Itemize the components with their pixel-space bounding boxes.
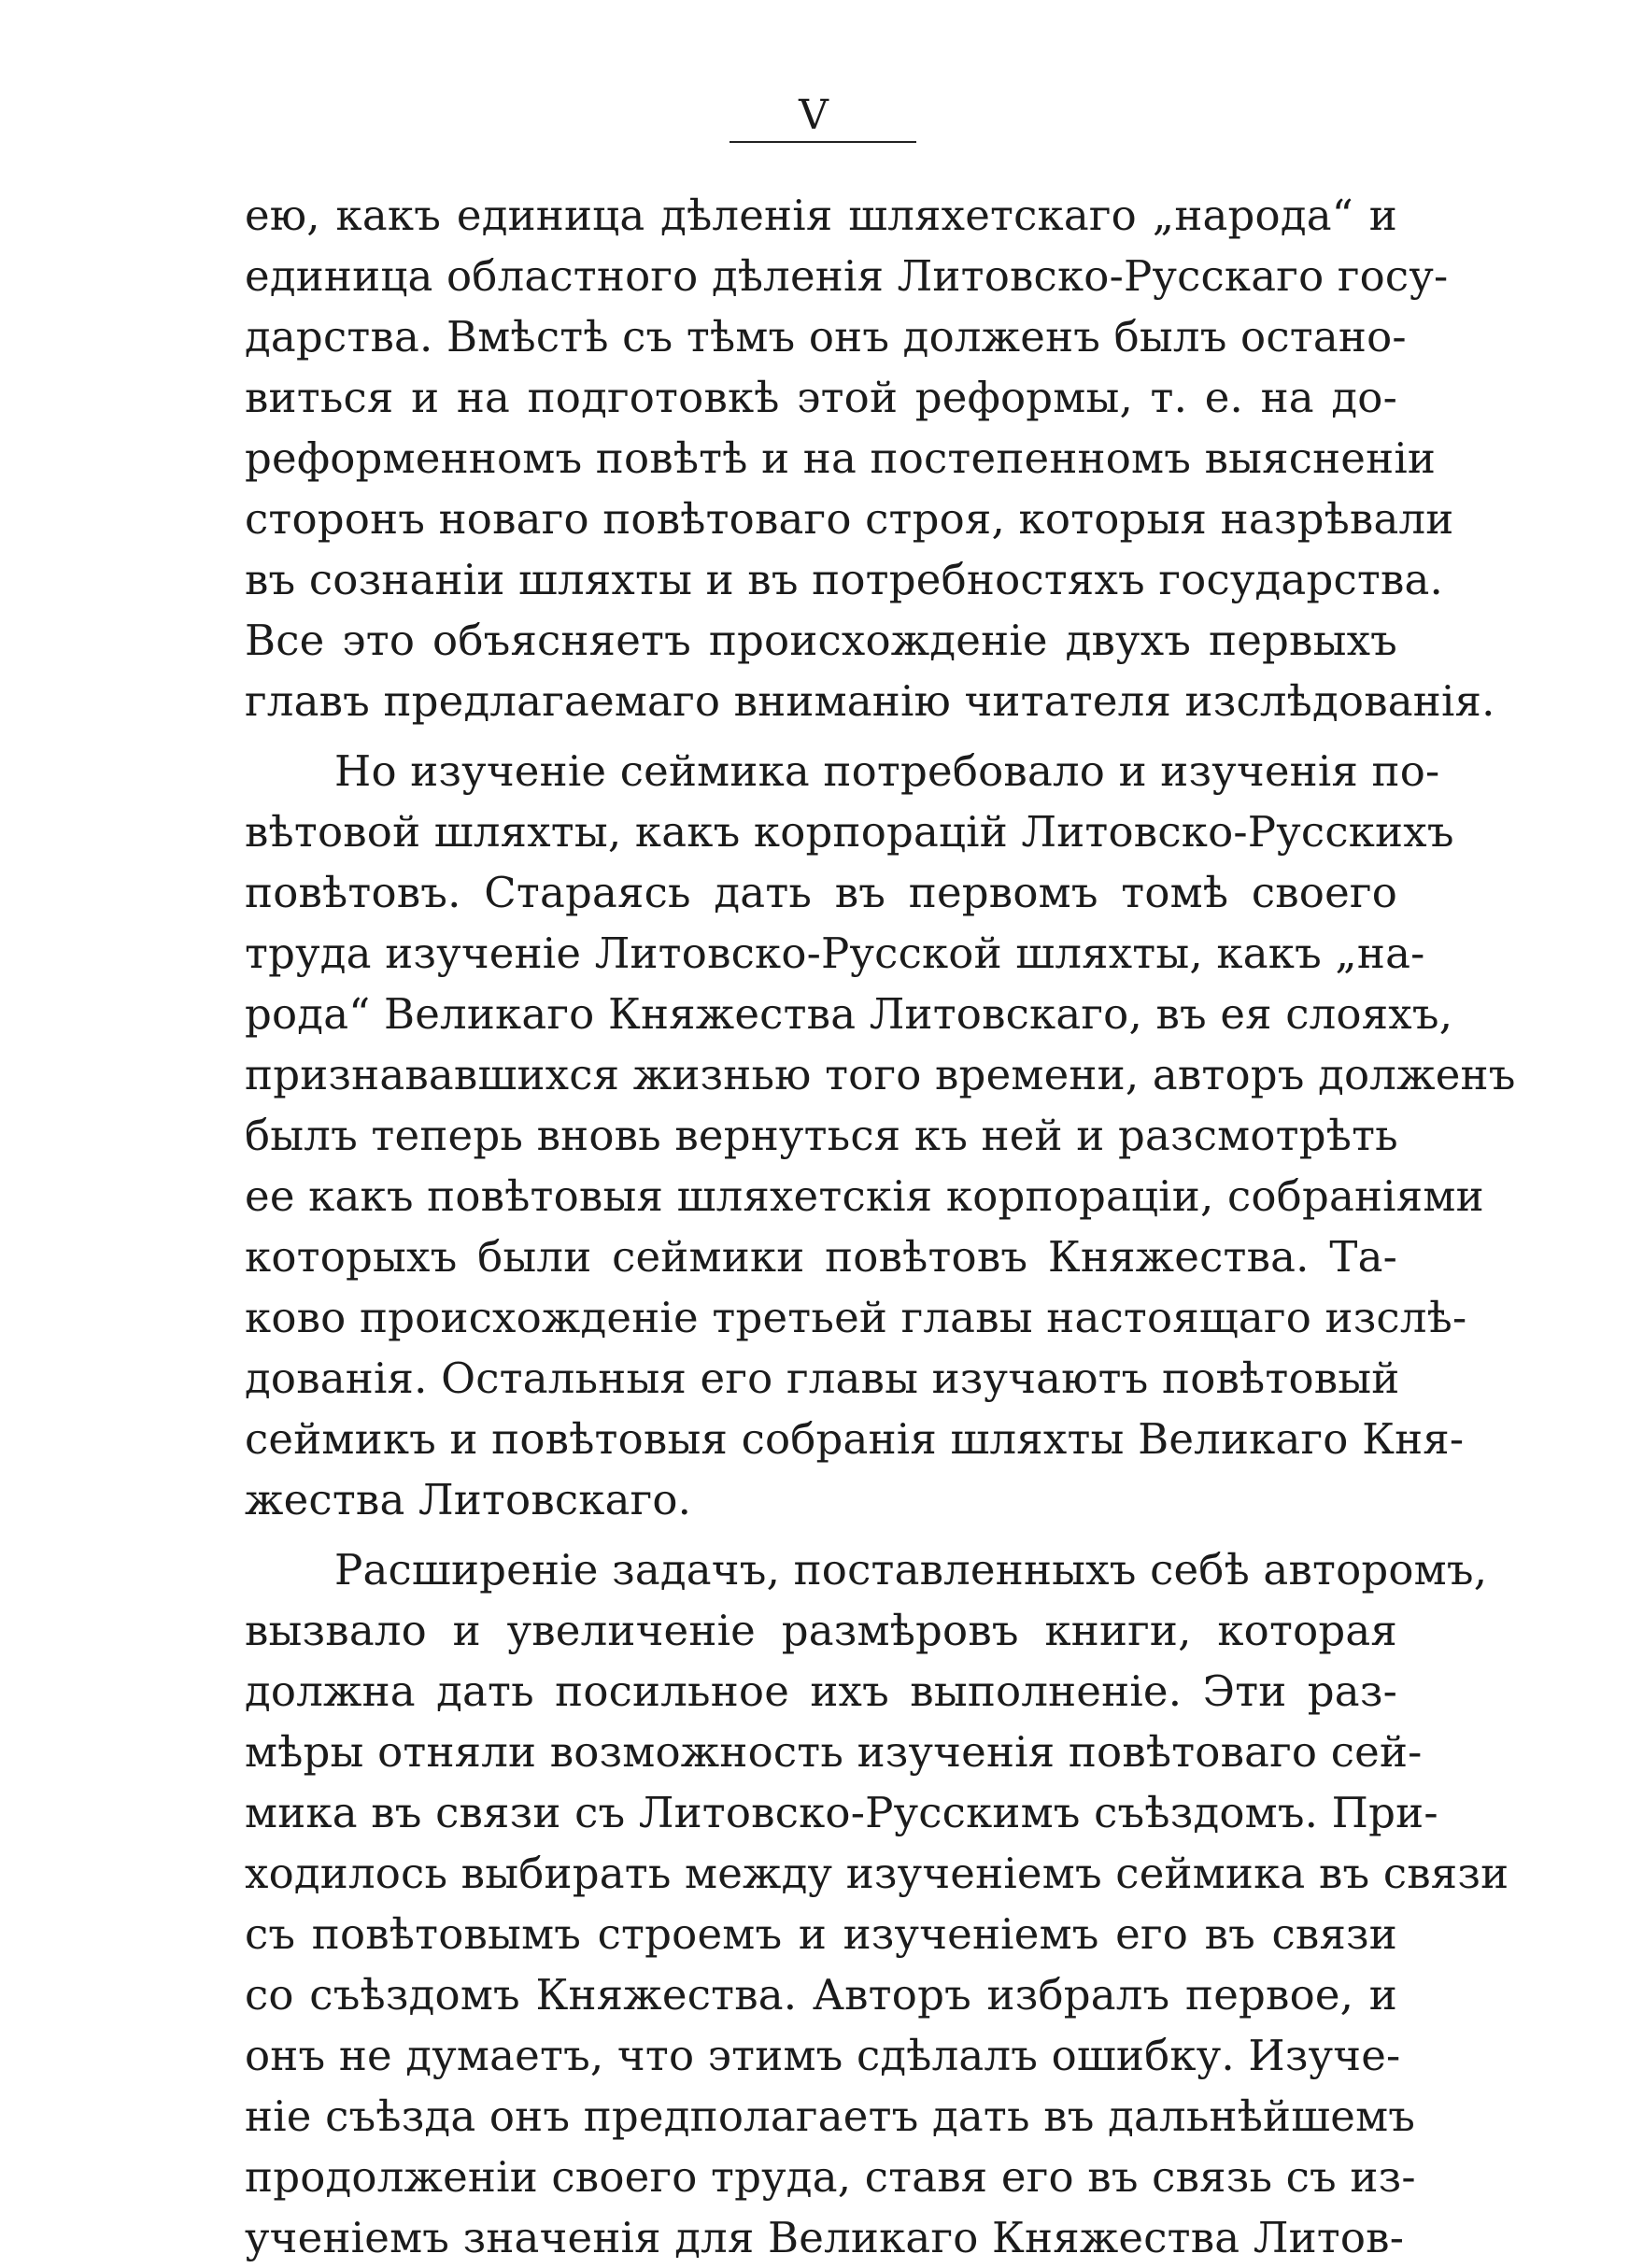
- text-line: дованія. Остальныя его главы изучаютъ повѣтовый: [245, 1354, 1400, 1403]
- header-rule: [730, 141, 916, 143]
- text-line: мѣры отняли возможность изученія повѣтоваго сей-: [245, 1727, 1423, 1777]
- text-line: виться и на подготовкѣ этой реформы, т. е. на до-: [245, 373, 1397, 422]
- text-line: признававшихся жизнью того времени, авторъ долженъ: [245, 1050, 1516, 1099]
- text-line: труда изученіе Литовско-Русской шляхты, какъ „на-: [245, 928, 1425, 978]
- text-line: Все это объясняетъ происхожденіе двухъ первыхъ: [245, 616, 1397, 665]
- text-line: Но изученіе сеймика потребовало и изученія по-: [334, 746, 1440, 796]
- text-line: вѣтовой шляхты, какъ корпорацій Литовско-Русскихъ: [245, 807, 1454, 857]
- text-line: въ сознаніи шляхты и въ потребностяхъ государства.: [245, 555, 1444, 604]
- paragraph-3: [245, 1539, 1509, 2268]
- text-line: ее какъ повѣтовыя шляхетскія корпораціи, собраніями: [245, 1171, 1484, 1221]
- text-line: реформенномъ повѣтѣ и на постепенномъ выясненіи: [245, 433, 1437, 483]
- text-line: единица областного дѣленія Литовско-Русскаго госу-: [245, 251, 1449, 301]
- text-line: вызвало и увеличеніе размѣровъ книги, которая: [245, 1606, 1397, 1655]
- paragraph-gap: [245, 731, 1397, 741]
- text-line: ніе съѣзда онъ предполагаетъ дать въ дальнѣйшемъ: [245, 2091, 1416, 2141]
- text-line: продолженіи своего труда, ставя его въ связь съ из-: [245, 2152, 1416, 2202]
- text-line: съ повѣтовымъ строемъ и изученіемъ его въ связи: [245, 1909, 1397, 1959]
- text-line: главъ предлагаемаго вниманію читателя изслѣдованія.: [245, 676, 1495, 726]
- paragraph-gap: [245, 1530, 1397, 1539]
- body-text: [245, 185, 1516, 2268]
- text-line: сеймикъ и повѣтовыя собранія шляхты Великаго Кня-: [245, 1414, 1465, 1464]
- text-line: сторонъ новаго повѣтоваго строя, которыя назрѣвали: [245, 494, 1454, 544]
- paragraph-2: [245, 741, 1516, 1530]
- text-line: былъ теперь вновь вернуться къ ней и разсмотрѣть: [245, 1111, 1398, 1160]
- text-line: Расширеніе задачъ, поставленныхъ себѣ авторомъ,: [334, 1545, 1488, 1595]
- text-line: ею, какъ единица дѣленія шляхетскаго „народа“ и: [245, 191, 1397, 240]
- text-line: ученіемъ значенія для Великаго Княжества Литов-: [245, 2213, 1405, 2262]
- text-line: со съѣздомъ Княжества. Авторъ избралъ первое, и: [245, 1970, 1397, 2020]
- paragraph-1: [245, 185, 1495, 731]
- page-number: V: [799, 92, 830, 139]
- text-line: повѣтовъ. Стараясь дать въ первомъ томѣ своего: [245, 868, 1397, 917]
- text-line: рода“ Великаго Княжества Литовскаго, въ ея слояхъ,: [245, 989, 1453, 1039]
- text-line: которыхъ были сеймики повѣтовъ Княжества. Та-: [245, 1232, 1397, 1282]
- text-line: ходилось выбирать между изученіемъ сеймика въ связи: [245, 1849, 1509, 1898]
- text-line: жества Литовскаго.: [245, 1475, 692, 1524]
- text-line: мика въ связи съ Литовско-Русскимъ съѣздомъ. При-: [245, 1788, 1438, 1837]
- text-line: ково происхожденіе третьей главы настоящаго изслѣ-: [245, 1293, 1467, 1342]
- text-line: должна дать посильное ихъ выполненіе. Эти раз-: [245, 1666, 1397, 1716]
- text-line: онъ не думаетъ, что этимъ сдѣлалъ ошибку. Изуче-: [245, 2031, 1401, 2080]
- text-line: дарства. Вмѣстѣ съ тѣмъ онъ долженъ былъ остано-: [245, 312, 1407, 361]
